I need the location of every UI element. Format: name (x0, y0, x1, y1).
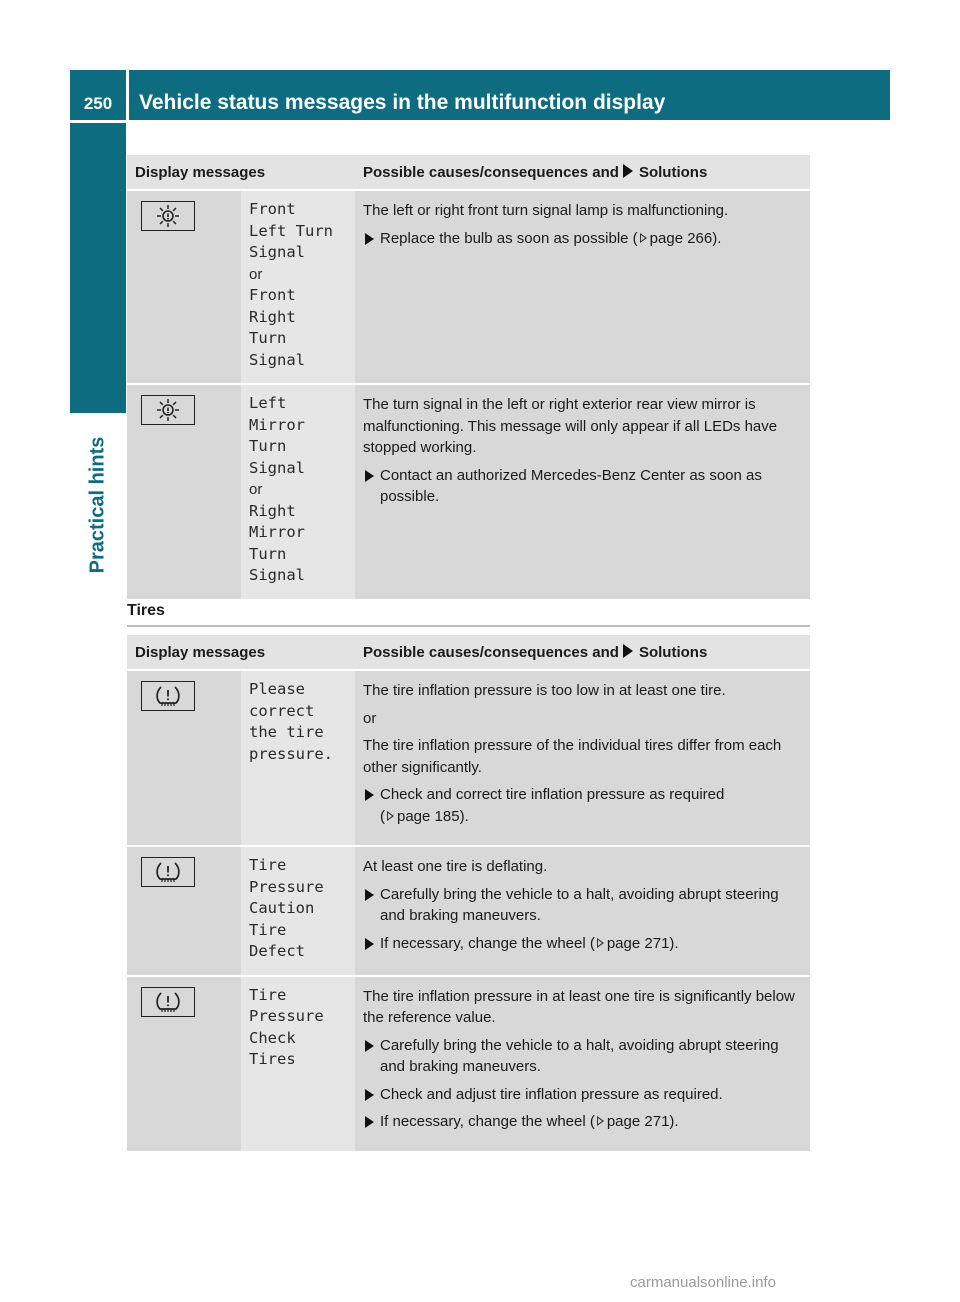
page-ref-icon (640, 233, 647, 243)
display-message: Front Left Turn Signal or Front Right Turn Signal (249, 200, 333, 369)
display-message: Tire Pressure Caution Tire Defect (249, 856, 324, 960)
header-solutions: Possible causes/consequences and Solutions (355, 635, 810, 670)
header-display-messages: Display messages (127, 635, 355, 670)
arrow-icon (365, 1116, 374, 1128)
table-row (127, 384, 810, 599)
table-header-row (127, 635, 810, 670)
arrow-icon (365, 889, 374, 901)
section-title-tires: Tires (127, 602, 165, 619)
lights-table (127, 155, 810, 599)
arrow-icon (365, 938, 374, 950)
table-header-row (127, 155, 810, 190)
side-tab (70, 413, 126, 597)
page-number-box (70, 70, 126, 120)
page-ref-icon (597, 938, 604, 948)
arrow-icon (365, 470, 374, 482)
side-tab-label: Practical hints (86, 436, 109, 574)
solution-text: The tire inflation pressure is too low in at least one tire. or The tire inflation pressure of the individual tires differ from each other significantly. Check and correct tire inflation pressure as required ( page 185). (363, 682, 782, 825)
arrow-icon (365, 1089, 374, 1101)
tires-table (127, 635, 810, 1151)
solution-text: At least one tire is deflating. Carefully bring the vehicle to a halt, avoiding abrupt steering and braking maneuvers. If necessary, change the wheel ( page 271). (363, 858, 779, 952)
tire-pressure-icon (141, 987, 195, 1017)
header-solutions: Possible causes/consequences and Solutions (355, 155, 810, 190)
page-title: Vehicle status messages in the multifunction display (139, 91, 666, 114)
header-display-messages: Display messages (127, 155, 355, 190)
arrow-icon (623, 164, 633, 178)
solution-text: The left or right front turn signal lamp is malfunctioning. Replace the bulb as soon as possible ( page 266). (363, 202, 729, 247)
display-message: Tire Pressure Check Tires (249, 985, 324, 1068)
tire-pressure-icon (141, 857, 195, 887)
arrow-icon (365, 233, 374, 245)
page-ref-icon (387, 811, 394, 821)
bulb-icon (141, 201, 195, 231)
page-number: 250 (83, 94, 113, 113)
arrow-icon (365, 789, 374, 801)
table-row (127, 670, 810, 846)
table-row (127, 976, 810, 1151)
side-tab-block (70, 123, 126, 413)
tire-pressure-icon (141, 681, 195, 711)
arrow-icon (365, 1040, 374, 1052)
solution-text: The tire inflation pressure in at least one tire is significantly below the reference value. Carefully bring the vehicle to a halt, avoiding abrupt steering and braking maneuvers. Check and adjust tire inflation pressure as required. If necessary, change the wheel ( page 271). (363, 987, 795, 1130)
solution-text: The turn signal in the left or right exterior rear view mirror is malfunctioning. This message will only appear if all LEDs have stopped working. Contact an authorized Mercedes-Benz Center as soon as possible. (363, 396, 778, 505)
display-message: Left Mirror Turn Signal or Right Mirror Turn Signal (249, 394, 305, 584)
page-ref-icon (597, 1116, 604, 1126)
arrow-icon (623, 644, 633, 658)
bulb-icon (141, 395, 195, 425)
table-row (127, 190, 810, 384)
table-row (127, 846, 810, 976)
section-divider (127, 625, 810, 627)
display-message: Please correct the tire pressure. (249, 680, 333, 763)
watermark: carmanualsonline.info (630, 1274, 776, 1291)
header-bar (129, 70, 890, 120)
